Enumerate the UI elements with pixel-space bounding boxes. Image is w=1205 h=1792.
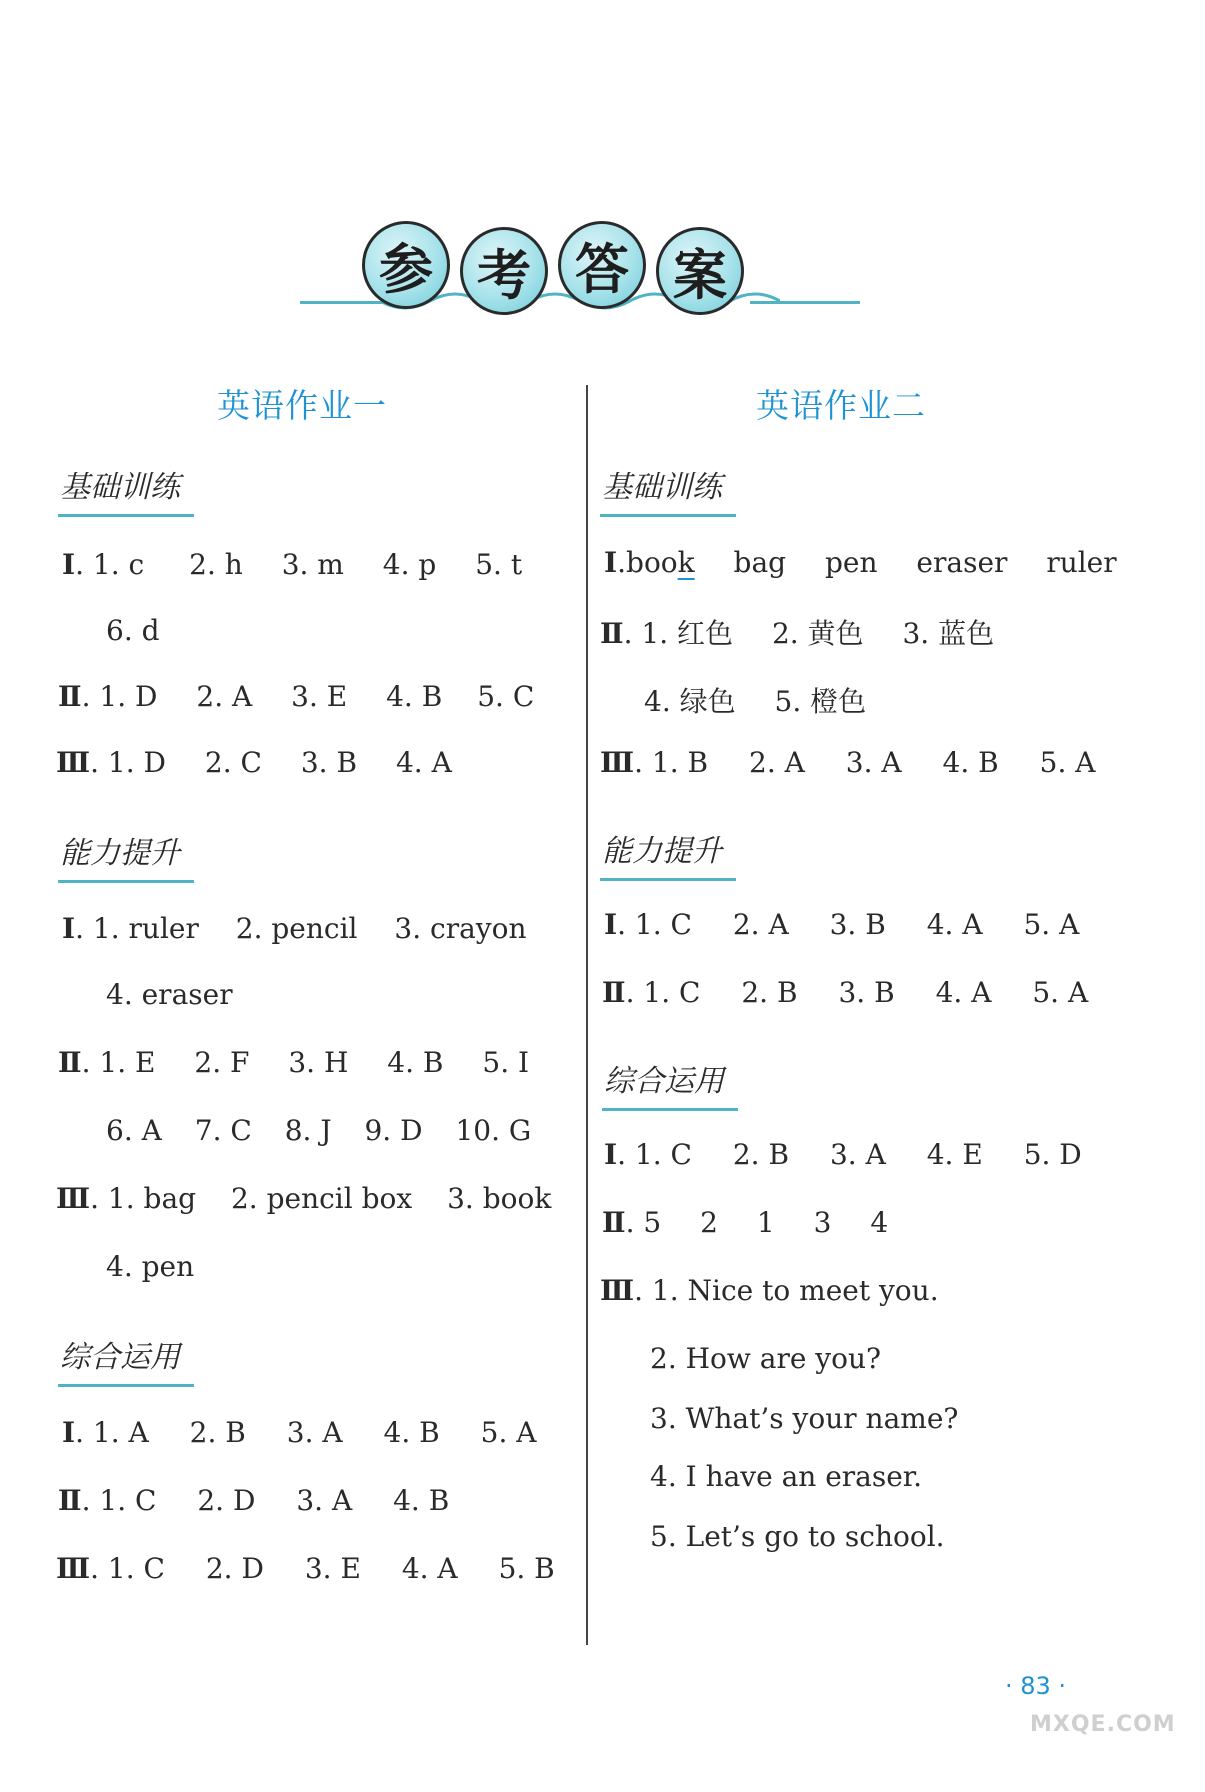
right-line-7: Ⅰ. 1. C 2. B 3. A 4. E 5. D bbox=[604, 1138, 1082, 1171]
right-line-10: 2. How are you? bbox=[650, 1342, 882, 1375]
right-line-12: 4. I have an eraser. bbox=[650, 1460, 923, 1493]
title-char-4: 案 bbox=[656, 227, 744, 315]
title-char-3: 答 bbox=[558, 221, 646, 309]
left-line-7: Ⅱ. 1. E 2. F 3. H 4. B 5. I bbox=[58, 1046, 530, 1079]
title-char-2: 考 bbox=[460, 227, 548, 315]
right-section-ability: 能力提升 bbox=[600, 826, 736, 881]
left-line-3: Ⅱ. 1. D 2. A 3. E 4. B 5. C bbox=[58, 680, 535, 713]
right-line-11: 3. What’s your name? bbox=[650, 1402, 959, 1435]
right-line-6: Ⅱ. 1. C 2. B 3. B 4. A 5. A bbox=[602, 976, 1089, 1009]
right-line-4: Ⅲ. 1. B 2. A 3. A 4. B 5. A bbox=[600, 746, 1096, 779]
left-line-10: 4. pen bbox=[106, 1250, 195, 1283]
left-line-4: Ⅲ. 1. D 2. C 3. B 4. A bbox=[56, 746, 452, 779]
page-number: · 83 · bbox=[1005, 1672, 1067, 1700]
right-line-1: Ⅰ.book bag pen eraser ruler bbox=[604, 546, 1117, 579]
left-line-8: 6. A 7. C 8. J 9. D 10. G bbox=[106, 1114, 532, 1147]
left-line-12: Ⅱ. 1. C 2. D 3. A 4. B bbox=[58, 1484, 450, 1517]
right-line-3: 4. 绿色 5. 橙色 bbox=[644, 685, 867, 718]
left-line-6: 4. eraser bbox=[106, 978, 233, 1011]
title-char-1: 参 bbox=[362, 221, 450, 309]
right-section-comprehensive: 综合运用 bbox=[602, 1056, 738, 1111]
left-column-title: 英语作业一 bbox=[217, 386, 387, 425]
left-line-1: Ⅰ. 1. c 2. h 3. m 4. p 5. t bbox=[62, 548, 523, 581]
title-banner bbox=[300, 215, 860, 335]
left-line-5: Ⅰ. 1. ruler 2. pencil 3. crayon bbox=[62, 912, 527, 945]
left-section-ability: 能力提升 bbox=[58, 828, 194, 883]
watermark: MXQE.COM bbox=[1030, 1712, 1176, 1737]
right-column-title: 英语作业二 bbox=[756, 386, 926, 425]
right-line-8: Ⅱ. 5 2 1 3 4 bbox=[602, 1206, 889, 1239]
right-section-basic: 基础训练 bbox=[600, 462, 736, 517]
left-line-11: Ⅰ. 1. A 2. B 3. A 4. B 5. A bbox=[62, 1416, 537, 1449]
right-line-9: Ⅲ. 1. Nice to meet you. bbox=[600, 1274, 939, 1307]
column-divider bbox=[586, 385, 588, 1645]
left-line-13: Ⅲ. 1. C 2. D 3. E 4. A 5. B bbox=[56, 1552, 555, 1585]
right-line-13: 5. Let’s go to school. bbox=[650, 1520, 945, 1553]
right-line-5: Ⅰ. 1. C 2. A 3. B 4. A 5. A bbox=[604, 908, 1080, 941]
left-section-basic: 基础训练 bbox=[58, 462, 194, 517]
left-section-comprehensive: 综合运用 bbox=[58, 1332, 194, 1387]
left-line-9: Ⅲ. 1. bag 2. pencil box 3. book bbox=[56, 1182, 552, 1215]
right-line-2: Ⅱ. 1. 红色 2. 黄色 3. 蓝色 bbox=[600, 617, 995, 650]
left-line-2: 6. d bbox=[106, 614, 160, 647]
